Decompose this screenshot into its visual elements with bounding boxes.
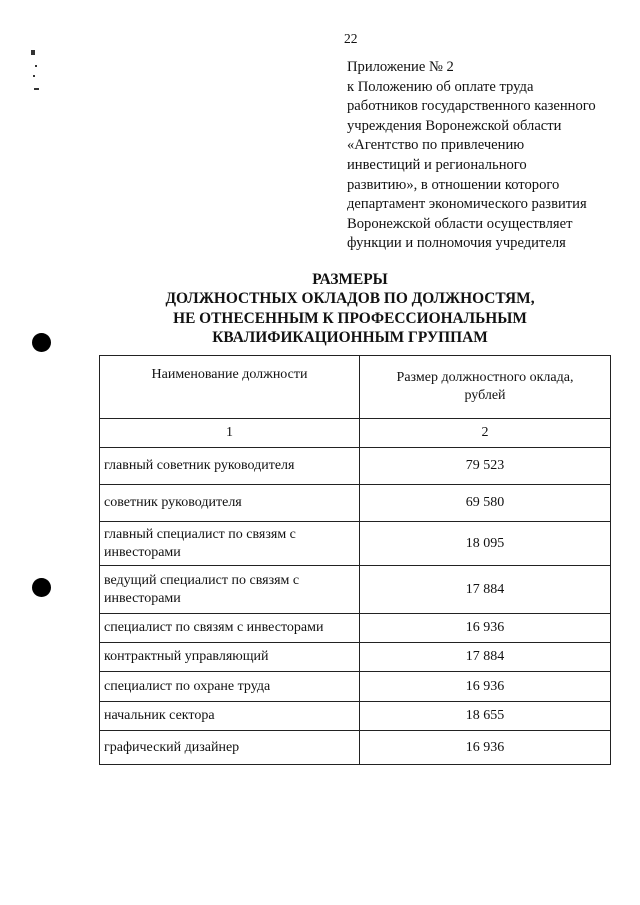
annex-line: департамент экономического развития — [347, 196, 587, 213]
table-row — [100, 672, 611, 702]
annex-line: учреждения Воронежской области — [347, 117, 562, 134]
column-number: 1 — [100, 419, 360, 448]
annex-line: инвестиций и регионального — [347, 156, 527, 173]
salary-value: 79 523 — [360, 448, 611, 485]
annex-line: работников государственного казенного — [347, 98, 596, 115]
position-name-line: инвесторами — [104, 590, 181, 606]
header-salary-line: Размер должностного оклада, — [396, 370, 574, 385]
page-number: 22 — [344, 31, 358, 46]
position-name-line: контрактный управляющий — [104, 649, 269, 664]
position-name — [100, 566, 360, 614]
annex-line: Приложение № 2 — [347, 59, 454, 75]
document-title — [60, 270, 640, 347]
position-name — [100, 522, 360, 566]
header-salary-size — [360, 356, 611, 419]
title-line: РАЗМЕРЫ — [312, 271, 388, 288]
position-name-line: инвесторами — [104, 544, 181, 560]
position-name — [100, 702, 360, 731]
binding-hole-top — [32, 333, 51, 352]
salary-value: 16 936 — [360, 731, 611, 765]
table-row — [100, 702, 611, 731]
position-name — [100, 672, 360, 702]
table-row — [100, 643, 611, 672]
table-row — [100, 485, 611, 522]
position-name-line: графический дизайнер — [104, 739, 240, 755]
position-name-line: главный специалист по связям с — [104, 526, 296, 542]
scan-speck — [33, 75, 35, 77]
position-name — [100, 485, 360, 522]
position-name-line: советник руководителя — [104, 495, 242, 510]
header-salary-line: рублей — [464, 388, 506, 403]
salary-table — [99, 355, 611, 765]
salary-value: 17 884 — [360, 566, 611, 614]
position-name-line: специалист по охране труда — [104, 678, 271, 694]
salary-value: 69 580 — [360, 485, 611, 522]
table-header-row — [100, 356, 611, 419]
column-number: 2 — [360, 419, 611, 448]
annex-line: функции и полномочия учредителя — [347, 235, 566, 252]
table-row — [100, 522, 611, 566]
position-name — [100, 448, 360, 485]
position-name — [100, 614, 360, 643]
table-row — [100, 614, 611, 643]
position-name-line: начальник сектора — [104, 708, 215, 723]
title-line: НЕ ОТНЕСЕННЫМ К ПРОФЕССИОНАЛЬНЫМ — [173, 309, 527, 327]
salary-value: 16 936 — [360, 672, 611, 702]
table-row — [100, 731, 611, 765]
salary-value: 18 655 — [360, 702, 611, 731]
scan-speck — [31, 50, 35, 55]
annex-line: к Положению об оплате труда — [347, 78, 534, 95]
annex-line: «Агентство по привлечению — [347, 137, 525, 154]
annex-block — [347, 58, 632, 254]
annex-line: развитию», в отношении которого — [347, 176, 560, 193]
salary-value: 17 884 — [360, 643, 611, 672]
salary-value: 18 095 — [360, 522, 611, 566]
table-row — [100, 566, 611, 614]
header-position-name: Наименование должности — [100, 356, 360, 419]
table-row — [100, 448, 611, 485]
title-line: КВАЛИФИКАЦИОННЫМ ГРУППАМ — [212, 328, 488, 346]
column-number-row — [100, 419, 611, 448]
position-name — [100, 643, 360, 672]
annex-line: Воронежской области осуществляет — [347, 215, 573, 232]
position-name-line: специалист по связям с инвесторами — [104, 620, 324, 635]
position-name-line: ведущий специалист по связям с — [104, 572, 300, 588]
position-name — [100, 731, 360, 765]
salary-value: 16 936 — [360, 614, 611, 643]
scan-speck — [35, 65, 37, 67]
binding-hole-bottom — [32, 578, 51, 597]
title-line: ДОЛЖНОСТНЫХ ОКЛАДОВ ПО ДОЛЖНОСТЯМ, — [165, 290, 535, 308]
scan-speck — [34, 88, 39, 90]
position-name-line: главный советник руководителя — [104, 458, 295, 473]
